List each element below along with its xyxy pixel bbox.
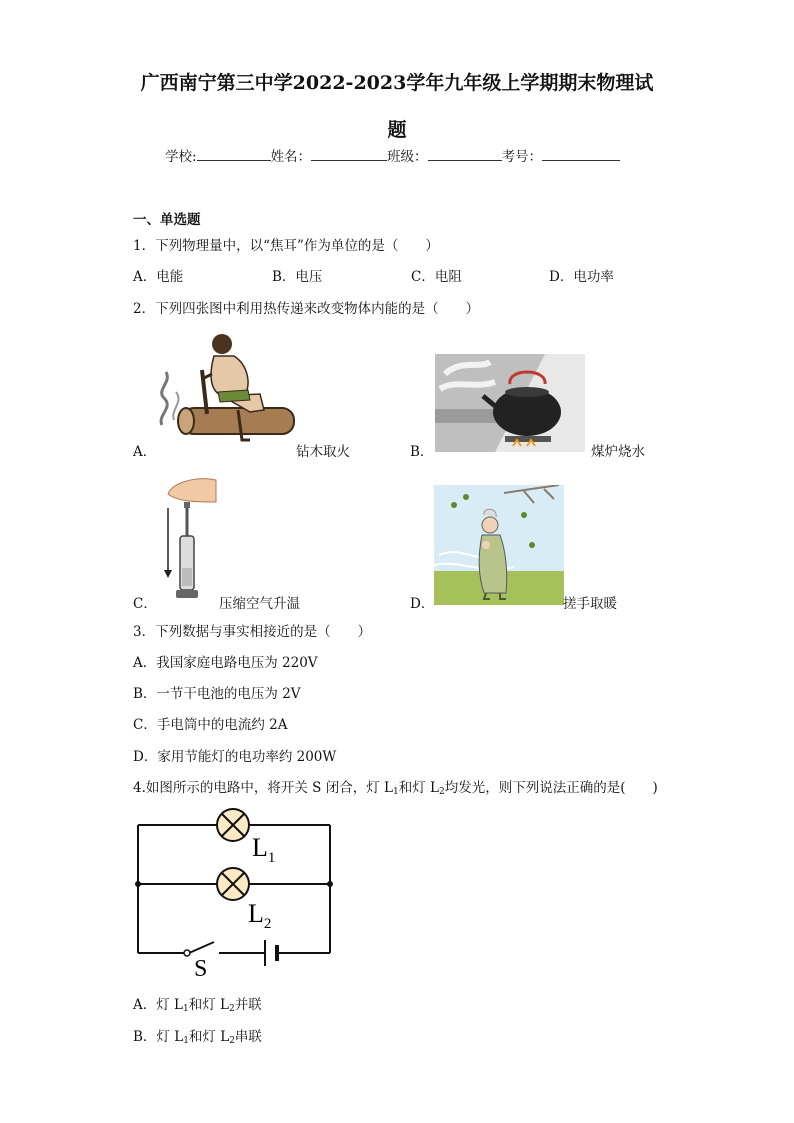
junction-right [327, 881, 333, 887]
q2-option-b-letter[interactable]: B． [410, 444, 434, 460]
question-3-text: 3．下列数据与事实相接近的是（ ） [133, 624, 372, 640]
question-4-text: 4.如图所示的电路中，将开关 S 闭合，灯 $L_1$和灯 $L_2$均发光，则下列说法正确的是( ) [133, 780, 658, 797]
q2-option-d-caption: 搓手取暖 [563, 596, 617, 612]
q3-option-d[interactable]: D．家用节能灯的电功率约 200W [133, 749, 337, 765]
document-title: 广西南宁第三中学2022-2023学年九年级上学期期末物理试 [140, 72, 654, 94]
q1-option-c[interactable]: C．电阻 [411, 269, 462, 285]
label-l2: $L_2$ [248, 899, 272, 932]
junction-left [135, 881, 141, 887]
school-label: 学校: [165, 149, 197, 165]
school-field[interactable] [197, 146, 271, 161]
q2-option-b-caption: 煤炉烧水 [591, 444, 645, 460]
q4-option-a[interactable]: A．灯 $L_1$和灯 $L_2$并联 [133, 997, 262, 1014]
class-label: 班级： [387, 149, 428, 165]
question-1-text: 1．下列物理量中，以“焦耳”作为单位的是（ ） [133, 238, 439, 254]
q2-option-d-letter[interactable]: D． [410, 596, 435, 612]
drilling-wood-image [152, 330, 296, 448]
lamp-l1-icon [217, 809, 249, 841]
id-field[interactable] [542, 146, 620, 161]
student-info-line [165, 145, 620, 165]
q2-option-a-letter[interactable]: A． [133, 444, 157, 460]
q1-option-a[interactable]: A．电能 [133, 269, 184, 285]
q1-option-d[interactable]: D．电功率 [549, 269, 614, 285]
section-heading: 一、单选题 [133, 212, 201, 228]
q2-option-c-letter[interactable]: C． [133, 596, 157, 612]
rubbing-hands-image [434, 485, 564, 605]
question-2-text: 2．下列四张图中利用热传递来改变物体内能的是（ ） [133, 301, 480, 317]
name-label: 姓名： [270, 149, 312, 165]
q1-option-b[interactable]: B．电压 [272, 269, 323, 285]
label-l1: $L_1$ [252, 833, 276, 866]
switch-contact [184, 950, 190, 956]
q2-option-a-caption: 钻木取火 [296, 444, 350, 460]
circuit-diagram [128, 806, 340, 982]
q4-option-b[interactable]: B．灯 $L_1$和灯 $L_2$串联 [133, 1029, 262, 1046]
name-field[interactable] [311, 146, 387, 161]
lamp-l2-icon [217, 868, 249, 900]
label-s: S [194, 956, 208, 982]
q3-option-a[interactable]: A．我国家庭电路电压为 220V [133, 655, 318, 671]
air-compression-image [158, 472, 220, 604]
document-title-line2: 题 [387, 119, 407, 141]
class-field[interactable] [428, 146, 502, 161]
kettle-on-stove-image [435, 354, 585, 452]
q3-option-c[interactable]: C．手电筒中的电流约 2A [133, 717, 288, 733]
q2-option-c-caption: 压缩空气升温 [219, 596, 300, 612]
q3-option-b[interactable]: B．一节干电池的电压为 2V [133, 686, 301, 702]
id-label: 考号： [501, 149, 543, 165]
